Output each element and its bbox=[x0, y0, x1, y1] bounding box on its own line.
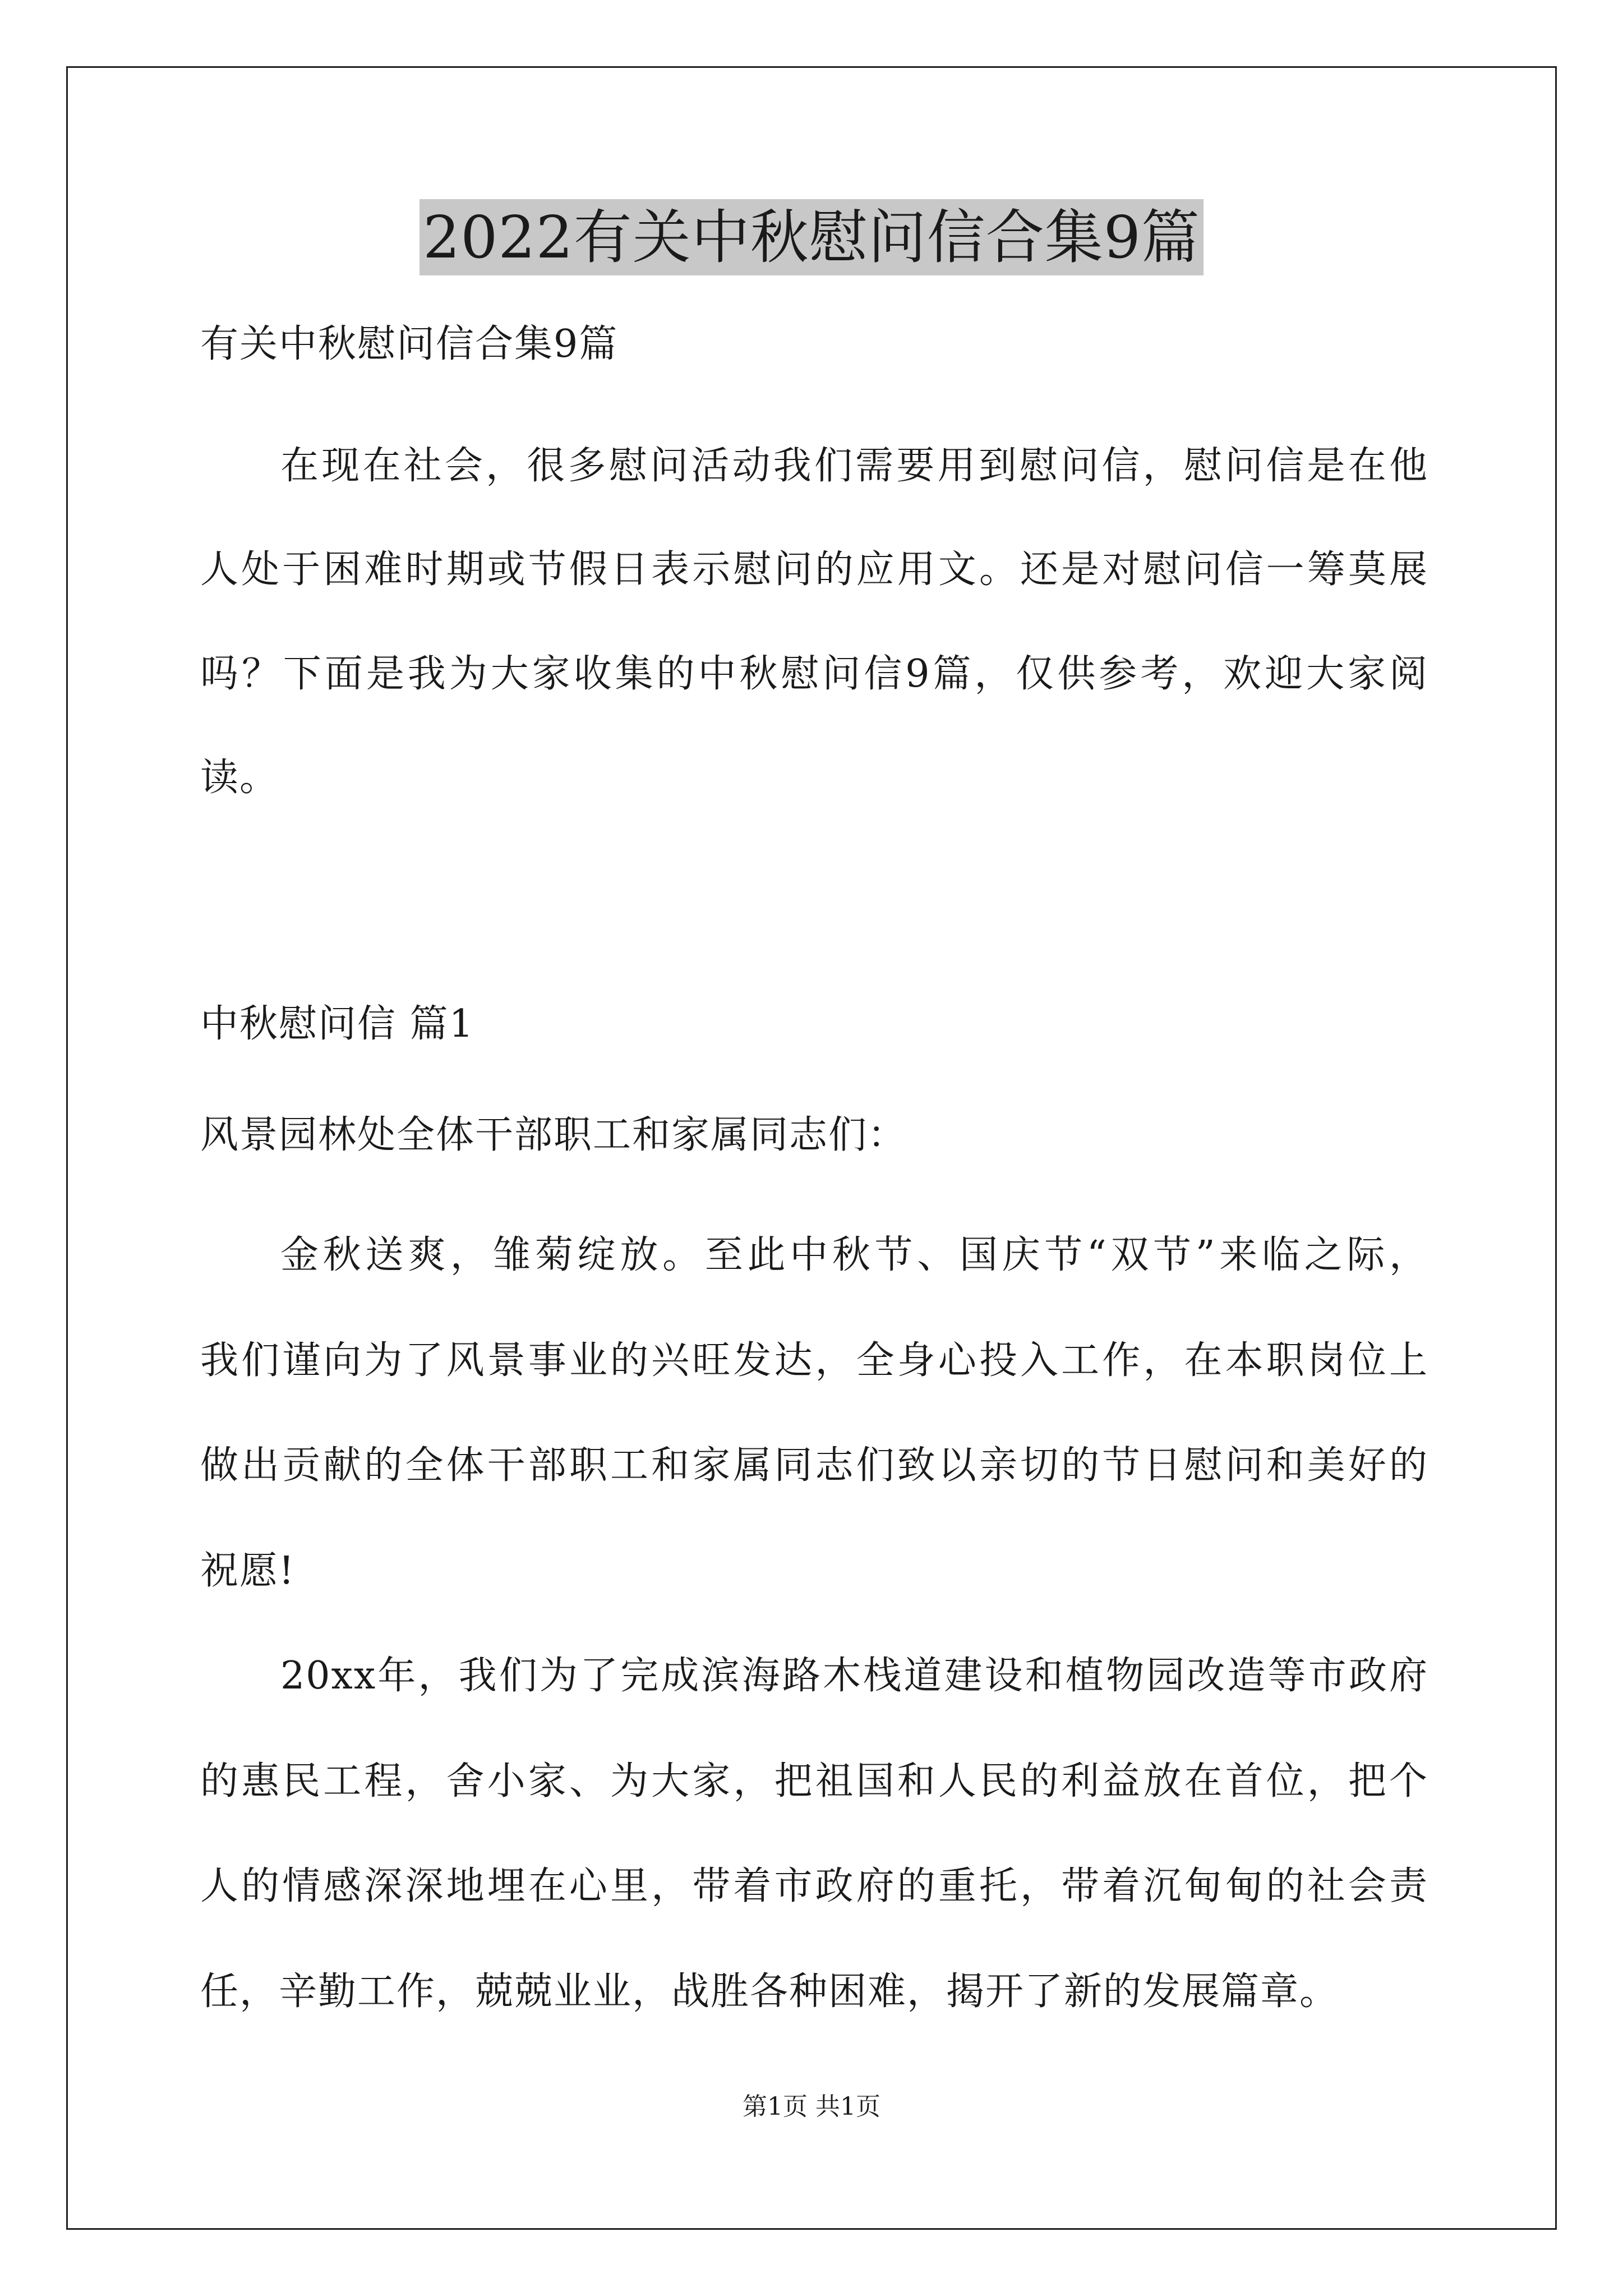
document-subtitle: 有关中秋慰问信合集9篇 bbox=[200, 322, 619, 366]
intro-line-4: 读。 bbox=[200, 756, 279, 800]
page-footer: 第1页 共1页 bbox=[743, 2092, 880, 2121]
paragraph1-line-1: 金秋送爽，雏菊绽放。至此中秋节、国庆节“双节”来临之际， bbox=[280, 1233, 1428, 1277]
section-heading: 中秋慰问信 篇1 bbox=[200, 1002, 474, 1046]
intro-line-3: 吗？下面是我为大家收集的中秋慰问信9篇，仅供参考，欢迎大家阅 bbox=[200, 652, 1428, 696]
intro-line-2: 人处于困难时期或节假日表示慰问的应用文。还是对慰问信一筹莫展 bbox=[200, 547, 1428, 592]
paragraph2-line-3: 人的情感深深地埋在心里，带着市政府的重托，带着沉甸甸的社会责 bbox=[200, 1864, 1428, 1908]
intro-line-1: 在现在社会，很多慰问活动我们需要用到慰问信，慰问信是在他 bbox=[280, 444, 1428, 488]
salutation: 风景园林处全体干部职工和家属同志们： bbox=[200, 1113, 907, 1157]
title-container bbox=[0, 199, 1623, 275]
paragraph1-line-2: 我们谨向为了风景事业的兴旺发达，全身心投入工作，在本职岗位上 bbox=[200, 1338, 1428, 1383]
paragraph1-line-4: 祝愿! bbox=[200, 1549, 296, 1593]
paragraph1-line-3: 做出贡献的全体干部职工和家属同志们致以亲切的节日慰问和美好的 bbox=[200, 1443, 1428, 1488]
paragraph2-line-1: 20xx年，我们为了完成滨海路木栈道建设和植物园改造等市政府 bbox=[280, 1654, 1428, 1698]
document-title: 2022有关中秋慰问信合集9篇 bbox=[419, 199, 1204, 275]
paragraph2-line-2: 的惠民工程，舍小家、为大家，把祖国和人民的利益放在首位，把个 bbox=[200, 1759, 1428, 1803]
paragraph2-line-4: 任，辛勤工作，兢兢业业，战胜各种困难，揭开了新的发展篇章。 bbox=[200, 1970, 1339, 2014]
